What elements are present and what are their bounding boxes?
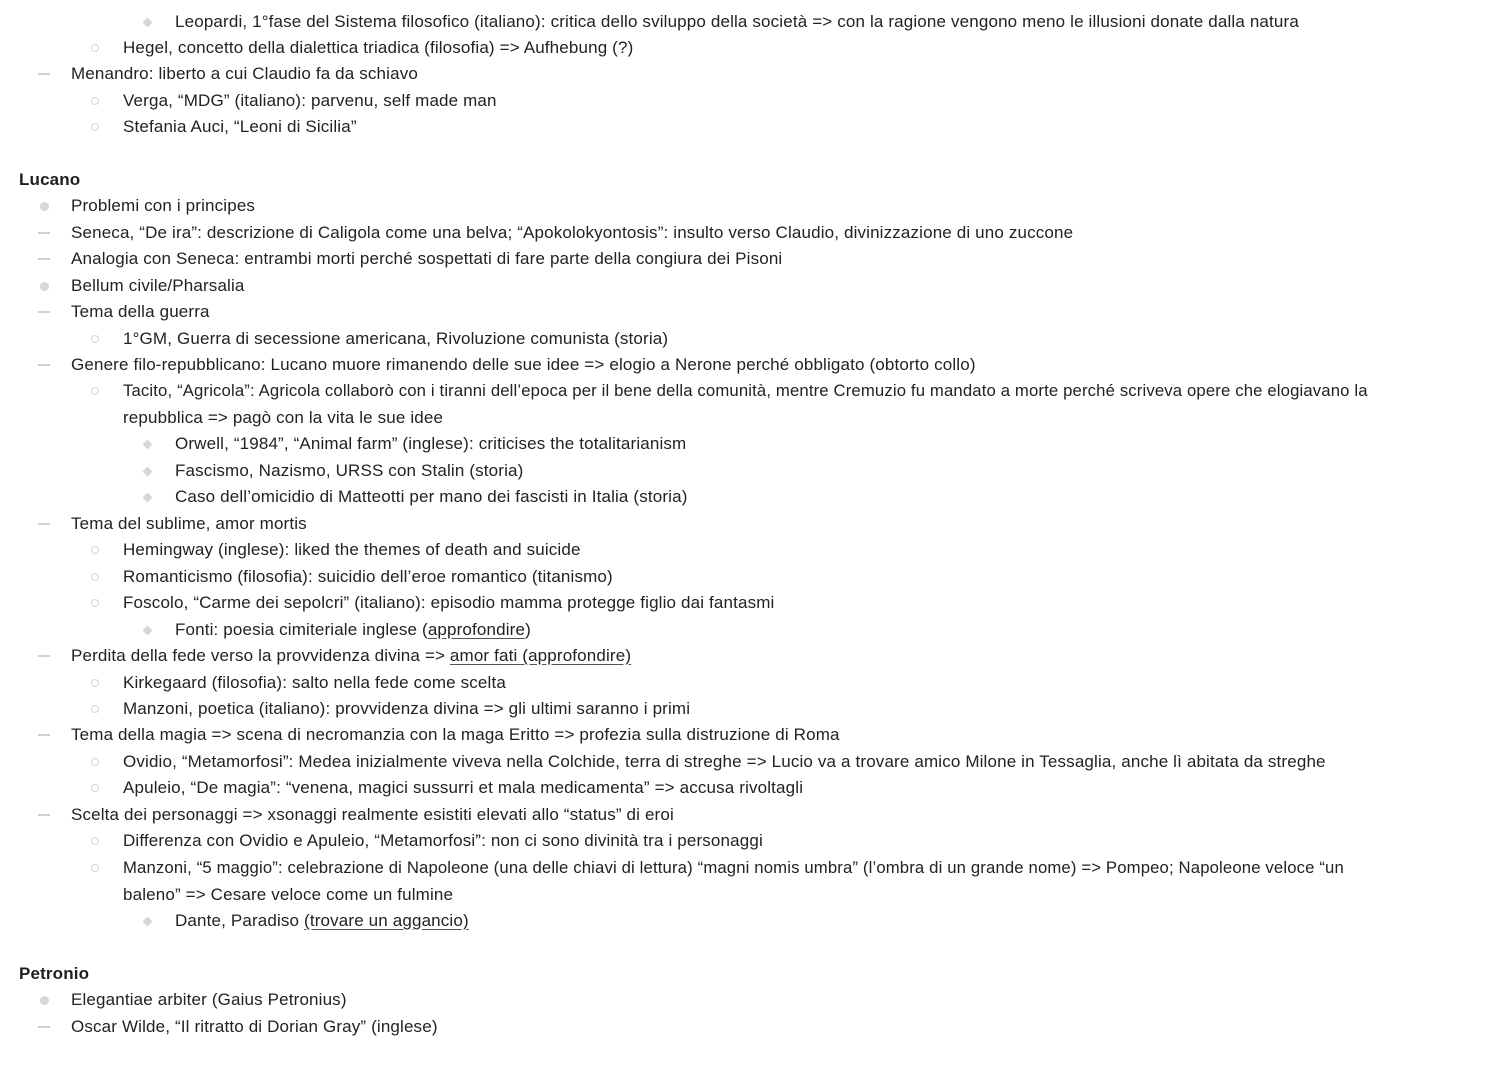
circle-bullet-icon (88, 749, 102, 775)
item-text-continuation: repubblica => pagò con la vita le sue idee (123, 408, 444, 427)
list-item (0, 458, 1495, 484)
dot-bullet-icon (37, 273, 51, 299)
list-item (0, 9, 1495, 35)
item-text: Hegel, concetto della dialettica triadica (filosofia) => Aufhebung (?) (123, 38, 634, 57)
amor-fati-link[interactable]: amor fati (approfondire) (449, 646, 632, 665)
dash-bullet-icon (37, 722, 51, 748)
item-text: Seneca, “De ira”: descrizione di Caligola come una belva; “Apokolokyontosis”: insulto verso Claudio, divinizzazione di uno zuccone (71, 223, 1074, 242)
list-item (0, 35, 1495, 61)
item-text: Ovidio, “Metamorfosi”: Medea inizialmente viveva nella Colchide, terra di streghe => Lucio va a trovare amico Milone in Tessaglia, anche lì abitata da streghe (123, 752, 1326, 771)
item-text: Apuleio, “De magia”: “venena, magici sussurri et mala medicamenta” => accusa rivoltagli (123, 778, 804, 797)
list-item (0, 246, 1495, 272)
dash-bullet-icon (37, 643, 51, 669)
circle-bullet-icon (88, 88, 102, 114)
item-text: Tema del sublime, amor mortis (71, 514, 307, 533)
item-text-continuation: baleno” => Cesare veloce come un fulmine (123, 885, 454, 904)
diamond-bullet-icon (140, 431, 154, 457)
list-item (0, 88, 1495, 114)
item-text: Kirkegaard (filosofia): salto nella fede come scelta (123, 673, 506, 692)
item-text: Hemingway (inglese): liked the themes of death and suicide (123, 540, 581, 559)
list-item (0, 775, 1495, 801)
list-item (0, 378, 1495, 431)
list-item (0, 670, 1495, 696)
list-item (0, 511, 1495, 537)
list-item (0, 643, 1495, 669)
item-text: Dante, Paradiso (trovare un aggancio) (175, 911, 469, 930)
item-text: Fonti: poesia cimiteriale inglese (approfondire) (175, 620, 531, 639)
circle-bullet-icon (88, 670, 102, 696)
item-text: Orwell, “1984”, “Animal farm” (inglese): criticises the totalitarianism (175, 434, 687, 453)
list-item (0, 590, 1495, 616)
item-text: Foscolo, “Carme dei sepolcri” (italiano): episodio mamma protegge figlio dai fantasmi (123, 593, 775, 612)
circle-bullet-icon (88, 855, 102, 881)
diamond-bullet-icon (140, 458, 154, 484)
item-text: Romanticismo (filosofia): suicidio dell’eroe romantico (titanismo) (123, 567, 613, 586)
item-text: Perdita della fede verso la provvidenza divina => amor fati (approfondire) (71, 646, 632, 665)
item-text: Verga, “MDG” (italiano): parvenu, self made man (123, 91, 497, 110)
item-text: Tema della magia => scena di necromanzia con la maga Eritto => profezia sulla distruzione di Roma (71, 725, 840, 744)
item-text: Oscar Wilde, “Il ritratto di Dorian Gray” (inglese) (71, 1017, 438, 1036)
section-heading-lucano: Lucano (19, 170, 81, 189)
circle-bullet-icon (88, 114, 102, 140)
dash-bullet-icon (37, 1014, 51, 1040)
list-item (0, 299, 1495, 325)
list-item (0, 220, 1495, 246)
list-item (0, 484, 1495, 510)
circle-bullet-icon (88, 537, 102, 563)
list-item (0, 114, 1495, 140)
list-item (0, 273, 1495, 299)
item-text: Leopardi, 1°fase del Sistema filosofico (italiano): critica dello sviluppo della società => con la ragione vengono meno le illusioni donate dalla natura (175, 12, 1299, 31)
list-item (0, 431, 1495, 457)
circle-bullet-icon (88, 775, 102, 801)
list-item (0, 61, 1495, 87)
item-text: Menandro: liberto a cui Claudio fa da schiavo (71, 64, 418, 83)
dash-bullet-icon (37, 220, 51, 246)
list-item (0, 855, 1495, 908)
list-item (0, 1014, 1495, 1040)
dash-bullet-icon (37, 352, 51, 378)
item-text: Manzoni, poetica (italiano): provvidenza divina => gli ultimi saranno i primi (123, 699, 691, 718)
item-text: Genere filo-repubblicano: Lucano muore rimanendo delle sue idee => elogio a Nerone perché obbligato (obtorto collo) (71, 355, 976, 374)
list-item (0, 722, 1495, 748)
diamond-bullet-icon (140, 484, 154, 510)
dash-bullet-icon (37, 511, 51, 537)
list-item (0, 749, 1495, 775)
item-text: Stefania Auci, “Leoni di Sicilia” (123, 117, 357, 136)
item-text: Elegantiae arbiter (Gaius Petronius) (71, 990, 347, 1009)
circle-bullet-icon (88, 696, 102, 722)
list-item (0, 828, 1495, 854)
item-text: 1°GM, Guerra di secessione americana, Rivoluzione comunista (storia) (123, 329, 669, 348)
list-item (0, 696, 1495, 722)
diamond-bullet-icon (140, 9, 154, 35)
list-item (0, 564, 1495, 590)
diamond-bullet-icon (140, 908, 154, 934)
dot-bullet-icon (37, 193, 51, 219)
circle-bullet-icon (88, 326, 102, 352)
dot-bullet-icon (37, 987, 51, 1013)
dash-bullet-icon (37, 246, 51, 272)
list-item (0, 326, 1495, 352)
circle-bullet-icon (88, 590, 102, 616)
dash-bullet-icon (37, 299, 51, 325)
item-text: Fascismo, Nazismo, URSS con Stalin (storia) (175, 461, 524, 480)
section-heading-petronio: Petronio (19, 964, 90, 983)
diamond-bullet-icon (140, 617, 154, 643)
item-text: Differenza con Ovidio e Apuleio, “Metamorfosi”: non ci sono divinità tra i personaggi (123, 831, 763, 850)
circle-bullet-icon (88, 378, 102, 404)
list-item (0, 537, 1495, 563)
circle-bullet-icon (88, 828, 102, 854)
list-item (0, 802, 1495, 828)
item-text: Problemi con i principes (71, 196, 256, 215)
list-item (0, 352, 1495, 378)
list-item (0, 193, 1495, 219)
list-item (0, 908, 1495, 934)
approfondire-link[interactable]: approfondire (427, 620, 526, 639)
item-text: Bellum civile/Pharsalia (71, 276, 245, 295)
trovare-aggancio-link[interactable]: (trovare un aggancio) (304, 911, 469, 930)
item-text: Scelta dei personaggi => xsonaggi realmente esistiti elevati allo “status” di eroi (71, 805, 674, 824)
item-text: Tacito, “Agricola”: Agricola collaborò con i tiranni dell’epoca per il bene della comunità, mentre Cremuzio fu mandato a morte perché scriveva opere che elogiavano la (123, 381, 1368, 400)
list-item (0, 987, 1495, 1013)
item-text: Analogia con Seneca: entrambi morti perché sospettati di fare parte della congiura dei Pisoni (71, 249, 783, 268)
item-text: Caso dell’omicidio di Matteotti per mano dei fascisti in Italia (storia) (175, 487, 688, 506)
circle-bullet-icon (88, 35, 102, 61)
dash-bullet-icon (37, 802, 51, 828)
list-item (0, 617, 1495, 643)
circle-bullet-icon (88, 564, 102, 590)
item-text: Manzoni, “5 maggio”: celebrazione di Napoleone (una delle chiavi di lettura) “magni nomis umbra” (l’ombra di un grande nome) => Pompeo; Napoleone veloce “un (123, 858, 1344, 877)
item-text: Tema della guerra (71, 302, 210, 321)
dash-bullet-icon (37, 61, 51, 87)
